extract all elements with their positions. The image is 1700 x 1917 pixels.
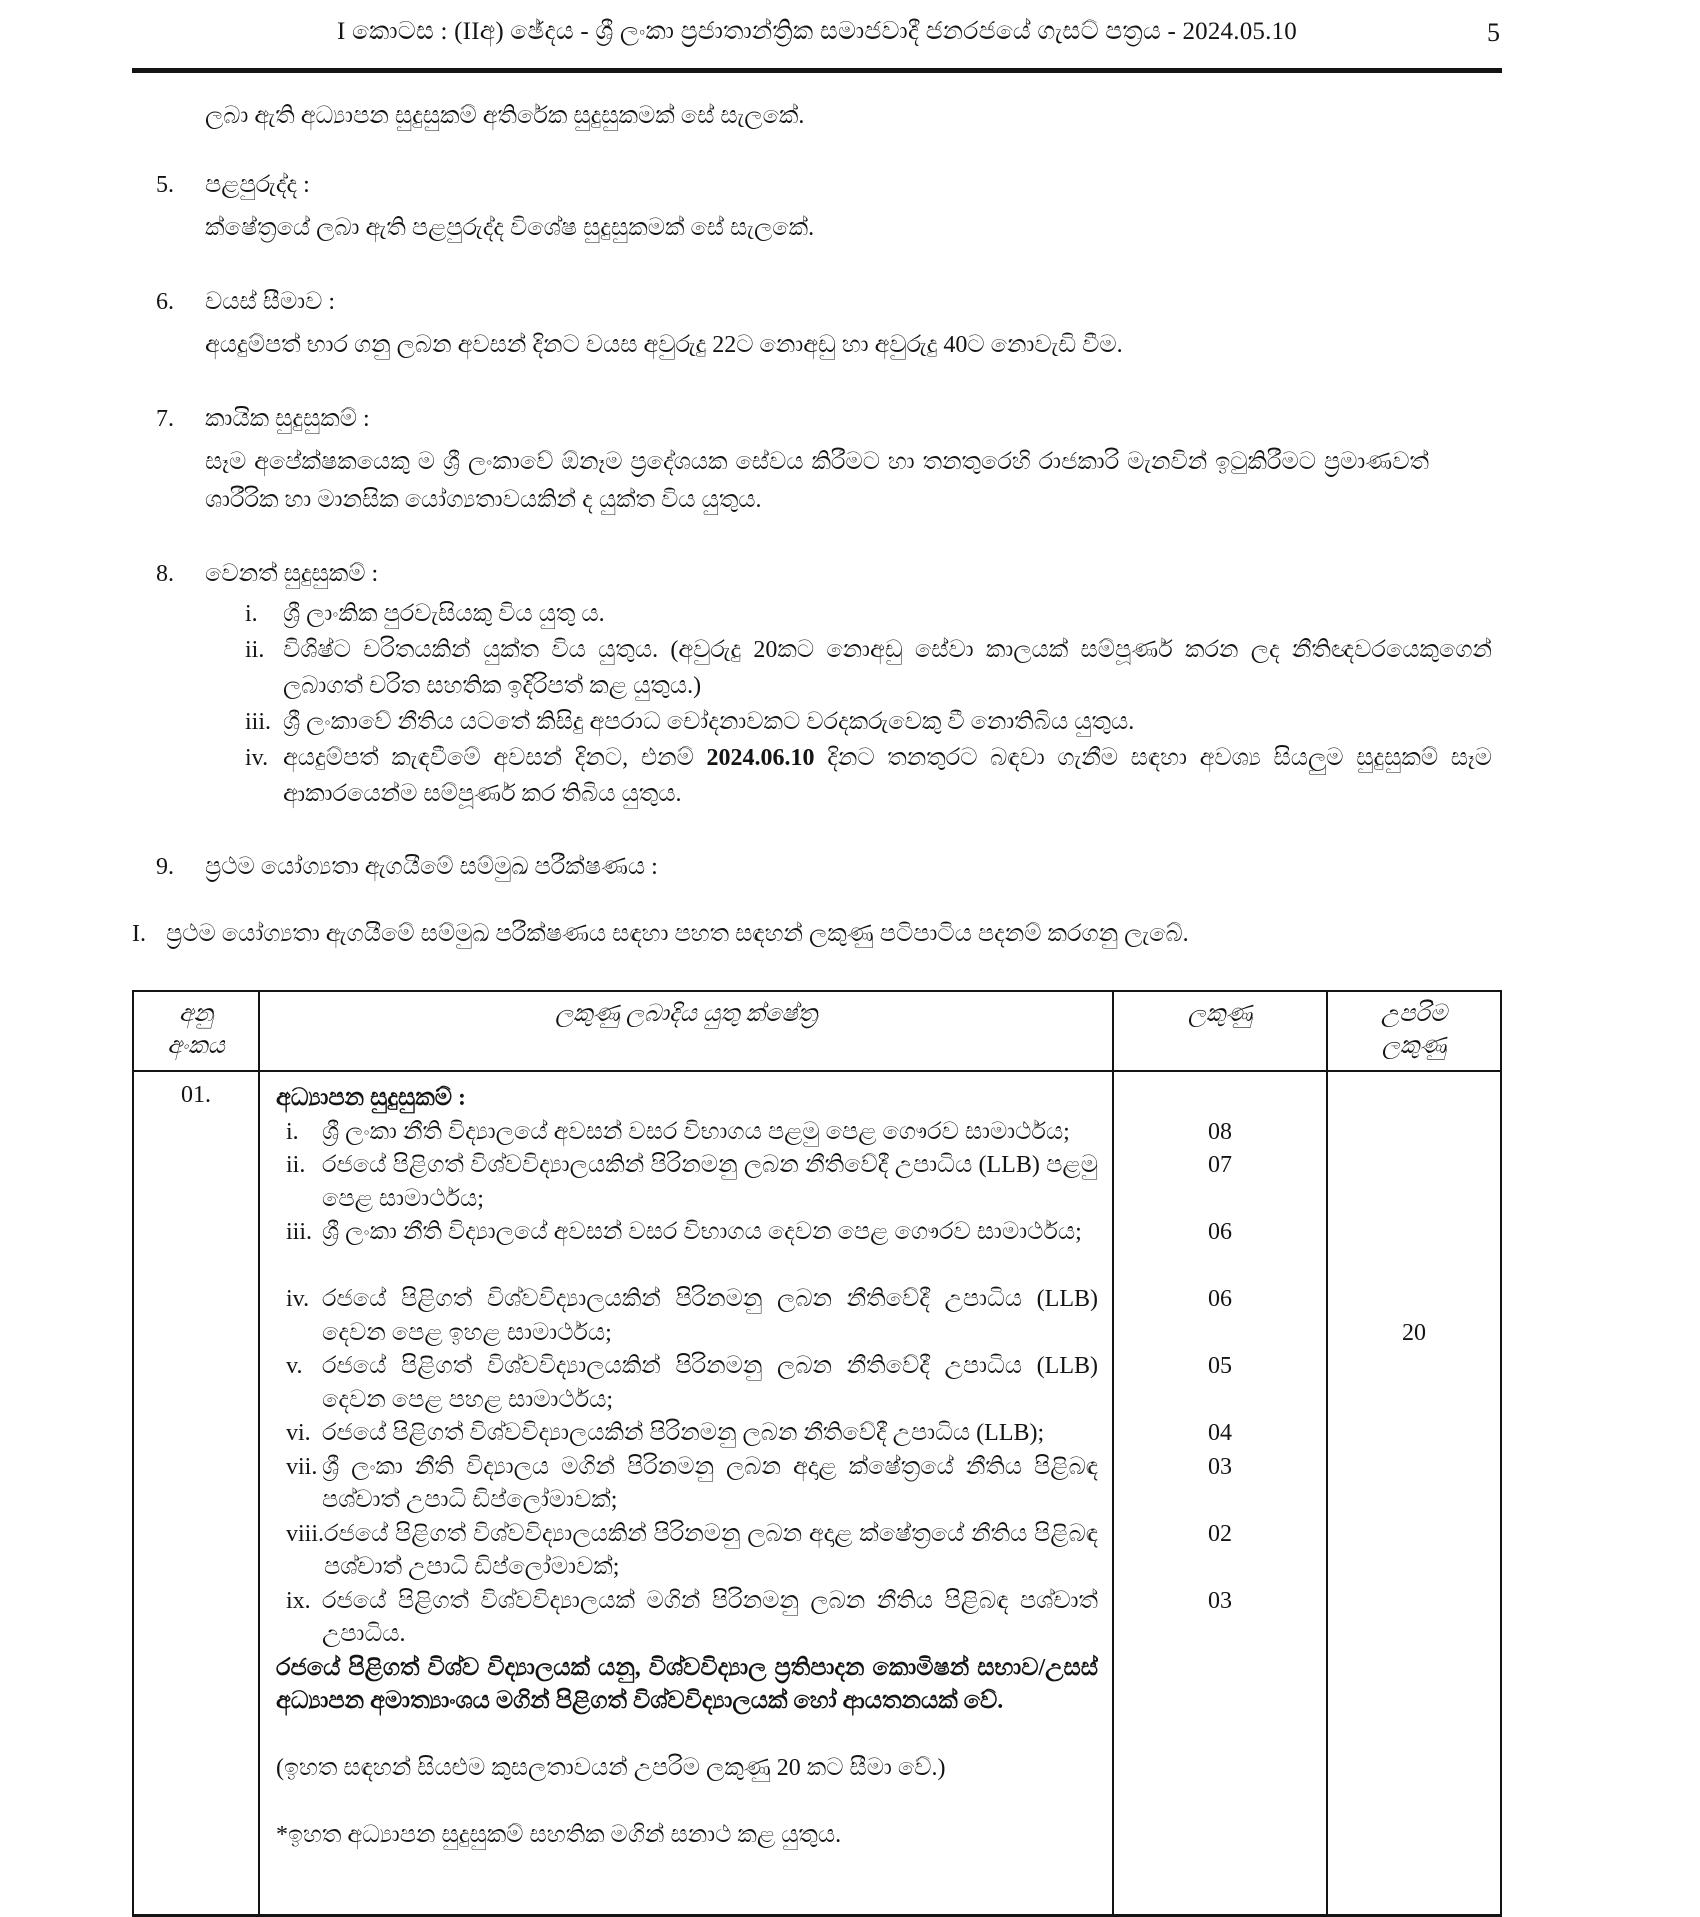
section-heading — [132, 172, 1502, 199]
marks-value: 04 — [1208, 1420, 1232, 1446]
table-list-item — [276, 1585, 1098, 1652]
marks-value: 06 — [1208, 1286, 1232, 1312]
section-title: වයස් සීමාව : — [205, 289, 336, 315]
item-text: විශිෂ්ට චරිතයකින් යුක්ත විය යුතුය. (අවුරුදු 20කට නොඅඩු සේවා කාලයක් සම්පූර්ණ කරන ලද නීතිඥවරයෙකුගෙන් ලබාගත් චරිත සහතික ඉදිරිපත් කළ යුතුය.) — [283, 637, 1492, 699]
item-text: රජයේ පිළිගත් විශ්වවිද්‍යාලයකින් පිරිනමනු ලබන නීතිවේදී උපාධිය (LLB) පළමු පෙළ සාමාර්ථය; — [322, 1152, 1098, 1212]
section-title: පළපුරුද්ද : — [205, 172, 310, 198]
item-numeral: iv. — [245, 745, 269, 771]
roman-list — [132, 596, 1502, 812]
item-numeral: vi. — [286, 1420, 311, 1446]
spacer — [276, 1786, 1098, 1820]
table-list-item — [276, 1451, 1098, 1518]
section-title: ප්‍රථම යෝග්‍යතා ඇගයීමේ සම්මුඛ පරීක්ෂණය : — [205, 854, 658, 880]
section — [132, 561, 1502, 812]
cell-marks — [1114, 1072, 1328, 1914]
certificate-note: *ඉහත අධ්‍යාපන සුදුසුකම් සහතික මගින් සනාථ කළ යුතුය. — [276, 1822, 842, 1848]
section-heading — [132, 406, 1502, 433]
header-serial-number: අනු අංකය — [134, 992, 260, 1070]
marks-value: 08 — [1208, 1118, 1232, 1145]
item-numeral: iii. — [245, 709, 272, 735]
section-title: කායික සුදුසුකම් : — [205, 406, 370, 432]
item-numeral: vii. — [286, 1453, 318, 1480]
marks-value: 03 — [1208, 1587, 1232, 1614]
table-list-item — [276, 1518, 1098, 1585]
item-text: ශ්‍රී ලංකා නීති විද්‍යාලය මගින් පිරිනමනු ලබන අදාළ ක්ෂේත්‍රයේ නීතිය පිළිබඳ පශ්චාත් උපාධි ඩිප්ලෝමාවක්; — [322, 1453, 1098, 1513]
page-header — [132, 0, 1502, 58]
item-numeral: viii. — [286, 1520, 325, 1547]
section — [132, 289, 1502, 364]
max-marks-value: 20 — [1402, 1319, 1426, 1346]
section-number: 9. — [156, 854, 174, 880]
section — [132, 172, 1502, 247]
item-text: රජයේ පිළිගත් විශ්වවිද්‍යාලයකින් පිරිනමනු ලබන අදාළ ක්ෂේත්‍රයේ නීතිය පිළිබඳ පශ්චාත් උපාධි ඩිප්ලෝමාවක්; — [324, 1520, 1098, 1580]
category-heading: අධ්‍යාපන සුදුසුකම් : — [276, 1085, 467, 1111]
gazette-header-title: I කොටස : (IIඅ) ඡේදය - ශ්‍රී ලංකා ප්‍රජාතාන්ත්‍රික සමාජවාදී ජනරජයේ ගැසට් පත්‍රය - 2024.05.10 — [337, 18, 1297, 45]
spacer — [276, 1719, 1098, 1753]
list-item — [245, 632, 1492, 704]
item-text: රජයේ පිළිගත් විශ්වවිද්‍යාලයක් මගින් පිරිනමනු ලබන නීතිය පිළිබඳ පශ්චාත් උපාධිය. — [322, 1587, 1098, 1647]
table-list-item — [276, 1283, 1098, 1350]
cell-serial: 01. — [134, 1072, 260, 1914]
item-text: ශ්‍රී ලාංකික පුරවැසියකු විය යුතු ය. — [283, 601, 605, 627]
section-paragraph: සෑම අපේක්ෂකයෙකු ම ශ්‍රී ලංකාවේ ඕනෑම ප්‍රදේශයක සේවය කිරීමට හා තනතුරෙහි රාජකාරි මැනවින් ඉටුකිරීමට ප්‍රමාණවත් ශාරීරික හා මානසික යෝග්‍යතාවයකින් ද යුක්ත විය යුතුය. — [205, 449, 1429, 513]
max-limit-note: (ඉහත සඳහන් සියළුම කුසලතාවයන් උපරිම ලකුණු 20 කට සීමා වේ.) — [276, 1755, 946, 1781]
table-list-item — [276, 1116, 1098, 1150]
item-numeral: iv. — [286, 1286, 310, 1312]
item-numeral: i. — [286, 1118, 299, 1145]
section-number: 6. — [156, 289, 174, 315]
table-list-item — [276, 1350, 1098, 1417]
lead-paragraph — [132, 921, 1502, 948]
bold-date: 2024.06.10 — [706, 745, 815, 771]
item-numeral: v. — [286, 1353, 303, 1379]
cell-max-marks — [1328, 1072, 1500, 1914]
section-paragraph: ක්ෂේත්‍රයේ ලබා ඇති පළපුරුද්ද විශේෂ සුදුසුකමක් සේ සැලකේ. — [205, 215, 815, 241]
item-numeral: iii. — [286, 1219, 313, 1245]
section-paragraph: අයදුම්පත් භාර ගනු ලබන අවසන් දිනට වයස අවුරුදු 22ට නොඅඩු හා අවුරුදු 40ට නොවැඩි වීම. — [205, 332, 1123, 358]
section-list — [132, 172, 1502, 881]
item-text: ශ්‍රී ලංකාවේ නීතිය යටතේ කිසිදු අපරාධ චෝදනාවකට වරදකරුවෙකු වී නොතිබිය යුතුය. — [283, 709, 1135, 735]
table-list-item — [276, 1417, 1098, 1451]
header-max-marks: උපරිම ලකුණු — [1380, 1001, 1448, 1059]
item-text: රජයේ පිළිගත් විශ්වවිද්‍යාලයකින් පිරිනමනු ලබන නීතිවේදී උපාධිය (LLB); — [322, 1420, 1045, 1446]
marks-value: 02 — [1208, 1520, 1232, 1547]
item-text: ශ්‍රී ලංකා නීති විද්‍යාලයේ අවසන් වසර විභාගය පළමු පෙළ ගෞරව සාමාර්ථය; — [322, 1118, 1070, 1145]
recognized-university-note: රජයේ පිළිගත් විශ්ව විද්‍යාලයක් යනු, විශ්වවිද්‍යාල ප්‍රතිපාදන කොමිෂන් සභාව/උසස් අධ්‍යාපන අමාත්‍යාංශය මගින් පිළිගත් විශ්වවිද්‍යාලයක් හෝ ආයතනයක් වේ. — [276, 1654, 1098, 1714]
lead-numeral: I. — [132, 921, 146, 947]
gazette-page — [132, 0, 1502, 1917]
table-list-item — [276, 1149, 1098, 1216]
section-title: වෙනත් සුදුසුකම් : — [205, 561, 379, 587]
list-item — [245, 596, 1492, 632]
item-text: ශ්‍රී ලංකා නීති විද්‍යාලයේ අවසන් වසර විභාගය දෙවන පෙළ ගෞරව සාමාර්ථය; — [322, 1219, 1082, 1245]
section — [132, 854, 1502, 881]
item-numeral: ii. — [245, 637, 265, 663]
item-numeral: ii. — [286, 1152, 306, 1178]
section — [132, 406, 1502, 519]
header-fields: ලකුණු ලබාදිය යුතු ක්ෂේත්‍ර — [260, 992, 1114, 1070]
item-text: රජයේ පිළිගත් විශ්වවිද්‍යාලයකින් පිරිනමනු ලබන නීතිවේදී උපාධිය (LLB) දෙවන පෙළ ඉහළ සාමාර්ථය; — [322, 1286, 1098, 1346]
item-numeral: ix. — [286, 1587, 311, 1614]
marks-value: 03 — [1208, 1453, 1232, 1480]
list-item — [245, 704, 1492, 740]
item-numeral: i. — [245, 601, 258, 627]
section-heading — [132, 561, 1502, 588]
cell-fields — [260, 1072, 1114, 1914]
item-text: අයදුම්පත් කැඳවීමේ අවසන් දිනට, එනම් 2024.06.10 දිනට තනතුරට බඳවා ගැනීම සඳහා අවශ්‍ය සියලුම සුදුසුකම් සෑම ආකාරයෙන්ම සම්පූර්ණ කර තිබිය යුතුය. — [283, 745, 1492, 807]
table-body-row — [134, 1072, 1500, 1914]
page-number: 5 — [1487, 18, 1500, 47]
section-number: 8. — [156, 561, 174, 587]
marks-table — [132, 990, 1502, 1917]
section-number: 7. — [156, 406, 174, 432]
header-rule — [132, 68, 1502, 73]
table-header-row — [134, 992, 1500, 1072]
list-item — [245, 740, 1492, 812]
marks-value: 07 — [1208, 1152, 1232, 1178]
section-heading — [132, 854, 1502, 881]
marks-value: 06 — [1208, 1219, 1232, 1245]
table-list-item — [276, 1216, 1098, 1283]
marks-value: 05 — [1208, 1353, 1232, 1379]
section-number: 5. — [156, 172, 174, 198]
header-marks: ලකුණු — [1114, 992, 1328, 1070]
section-heading — [132, 289, 1502, 316]
intro-line: ලබා ඇති අධ්‍යාපන සුදුසුකම් අතිරේක සුදුසුකමක් සේ සැලකේ. — [205, 103, 805, 129]
lead-text: ප්‍රථම යෝග්‍යතා ඇගයීමේ සම්මුඛ පරීක්ෂණය සඳහා පහත සඳහන් ලකුණු පටිපාටිය පදනම් කරගනු ලැබේ. — [166, 921, 1189, 947]
item-text: රජයේ පිළිගත් විශ්වවිද්‍යාලයකින් පිරිනමනු ලබන නීතිවේදී උපාධිය (LLB) දෙවන පෙළ පහළ සාමාර්ථය; — [322, 1353, 1098, 1413]
